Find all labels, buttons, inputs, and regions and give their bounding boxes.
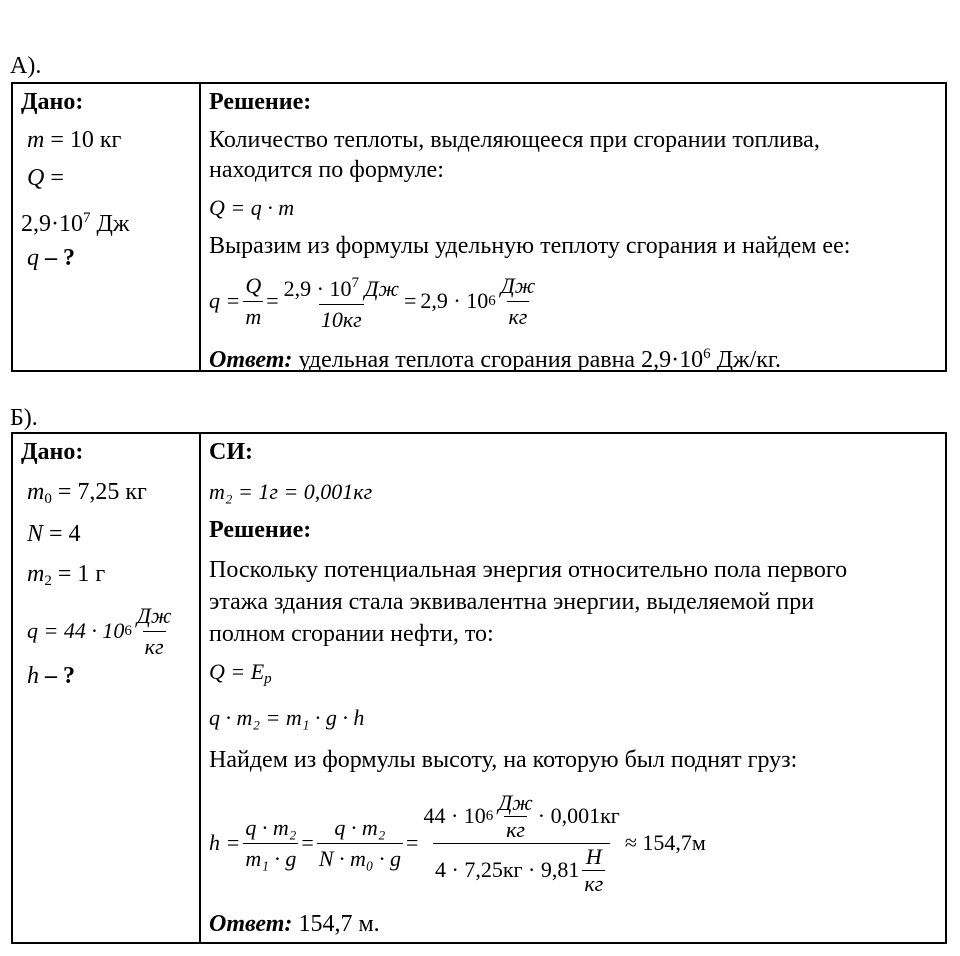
solution-text-a-2: находится по формуле: — [209, 157, 444, 183]
solution-header-b: Решение: — [209, 517, 312, 543]
given-unknown-a: q – ? — [27, 245, 75, 271]
solution-text-b-3: полном сгорании нефти, то: — [209, 621, 494, 647]
formula-a-2: q = $\frac{Q}{m}$ = $\frac{2,9 \cdot 10^7 Дж}{10кг}$ = 2,9 · 10 6 $\frac{Дж}{кг}$ — [209, 272, 536, 332]
given-column-a — [12, 83, 200, 371]
solution-column-b — [200, 433, 946, 943]
solution-text-b-2: этажа здания стала эквивалентна энергии, выделяемой при — [209, 589, 815, 615]
solution-header-a: Решение: — [209, 89, 312, 115]
section-a-label: А). — [10, 53, 42, 79]
given-unknown-b: h – ? — [27, 663, 75, 689]
section-b-label: Б). — [10, 405, 38, 431]
problem-a-table — [11, 82, 947, 372]
formula-a-1: Q = q · m — [209, 195, 295, 220]
solution-text-b-1: Поскольку потенциальная энергия относительно пола первого — [209, 557, 848, 583]
given-column-b — [12, 433, 200, 943]
solution-column-a — [200, 83, 946, 371]
solution-text-b-4: Найдем из формулы высоту, на которую был поднят груз: — [209, 747, 798, 773]
si-header-b: СИ: — [209, 439, 253, 465]
problem-b-table — [11, 432, 947, 944]
solution-text-a-3: Выразим из формулы удельную теплоту сгорания и найдем ее: — [209, 233, 851, 259]
given-m2-b: $m_2 = 1$ г — [27, 561, 106, 589]
si-formula-b: m₂ = 1г = 0,001кг — [209, 479, 373, 504]
given-heat-value-a: $2,9\cdot 10^7$ Дж — [21, 210, 130, 237]
formula-b-2: q · m₂ = m₁ · g · h — [209, 705, 365, 730]
solution-text-a-1: Количество теплоты, выделяющееся при сгорании топлива, — [209, 127, 820, 153]
given-n-b: N = 4 — [27, 521, 81, 547]
given-m0-b: $m_0 = 7,25$ кг — [27, 479, 147, 507]
answer-a: Ответ: удельная теплота сгорания равна $2,9\cdot 10^6$ Дж/кг. — [209, 346, 781, 373]
formula-b-1: $Q = E_p$ — [209, 659, 272, 687]
given-mass-a: m = 10 кг — [27, 127, 122, 153]
big-fraction-b: 44 · 10 6 $\frac{Дж}{кг}$ · 0,001кг 4 · 7,25кг · 9,81 $\frac{Н}{кг}$ — [423, 789, 620, 896]
given-header-b: Дано: — [21, 439, 84, 465]
answer-b: Ответ: 154,7 м. — [209, 911, 380, 937]
given-heat-a: Q = — [27, 165, 64, 191]
given-q-b: q = 44 · 10 6 $\frac{Дж}{кг}$ — [27, 602, 172, 659]
given-header-a: Дано: — [21, 89, 84, 115]
formula-b-3: h = $\frac{\text{q · m₂}}{\text{m₁ · g}}$ = $\frac{\text{q · m₂}}{\text{N · m₀ · g}}$ = 44 · 10 6 $\frac{Дж}{кг}$ · 0,001кг 4 · 7,25кг · 9,81 $\frac{Н}{кг}$ ≈ 154,7м — [209, 789, 706, 896]
